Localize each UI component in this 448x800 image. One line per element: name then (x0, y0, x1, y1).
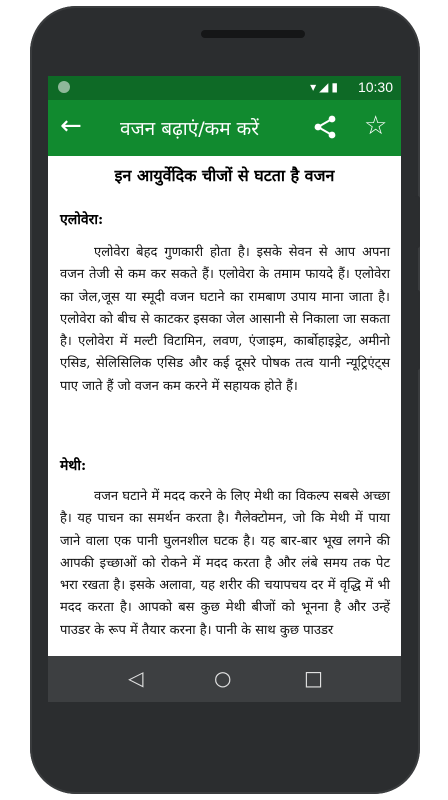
arrow-left-icon[interactable]: ← (60, 111, 82, 141)
volume-button (415, 196, 420, 248)
section-paragraph: वजन घटाने में मदद करने के लिए मेथी का विकल्प सबसे अच्छा है। यह पाचन का समर्थन करता है। गैलेक्टोमन, जो कि मेथी में पाया जाने वाला एक पानी घुलनशील घटक है। यह बार-बार भूख लगने की आपकी इच्छाओं को रोकने में मदद करता है और लंबे समय तक पेट भरा रखता है। इसके अलावा, यह शरीर की चयापचय दर में वृद्धि में भी मदद करता है। आपको बस कुछ मेथी बीजों को भूनना है और उन्हें पाउडर के रूप में तैयार करना है। पानी के साथ कुछ पाउडर (60, 489, 390, 638)
back-triangle-icon[interactable]: ◁ (128, 666, 144, 690)
status-time: 10:30 (357, 79, 393, 95)
section-heading: मेथी: (60, 458, 87, 474)
recents-square-icon[interactable]: □ (304, 666, 323, 690)
article-title: इन आयुर्वेदिक चीजों से घटता है वजन (114, 166, 335, 185)
signal-icon: ◢ (319, 80, 332, 94)
system-nav-bar (48, 656, 401, 702)
toolbar-title: वजन बढ़ाएं/कम करें (120, 118, 259, 140)
section-paragraph: एलोवेरा बेहद गुणकारी होता है। इसके सेवन से आप अपना वजन तेजी से कम कर सकते हैं। एलोवेरा के तमाम फायदे हैं। एलोवेरा का जेल,जूस या स्मूदी वजन घटाने का रामबाण उपाय माना जाता है। एलोवेरा को बीच से काटकर इसका जेल आसानी से निकाला जा सकता है। एलोवेरा में मल्टी विटामिन, लवण, एंजाइम, कार्बोहाइड्रेट, अमीनो एसिड, सेलिसिलिक एसिड और कई दूसरे पोषक तत्व यानी न्यूट्रिएंट्स पाए जाते हैं जो वजन कम करने में सहायक होते हैं। (60, 245, 390, 394)
star-icon[interactable]: ☆ (364, 111, 388, 141)
article-content[interactable] (48, 156, 401, 656)
app-toolbar (48, 100, 401, 156)
notification-icon (58, 81, 70, 93)
home-circle-icon[interactable]: ○ (214, 666, 232, 690)
status-icons (310, 80, 341, 94)
power-button (415, 290, 420, 370)
battery-icon: ▮ (331, 80, 341, 94)
app-screen (48, 76, 401, 702)
wifi-icon: ▾ (310, 80, 320, 94)
section-heading: एलोवेरा: (60, 212, 104, 228)
status-bar (48, 76, 401, 100)
share-icon[interactable] (312, 114, 338, 144)
phone-speaker (201, 30, 305, 38)
